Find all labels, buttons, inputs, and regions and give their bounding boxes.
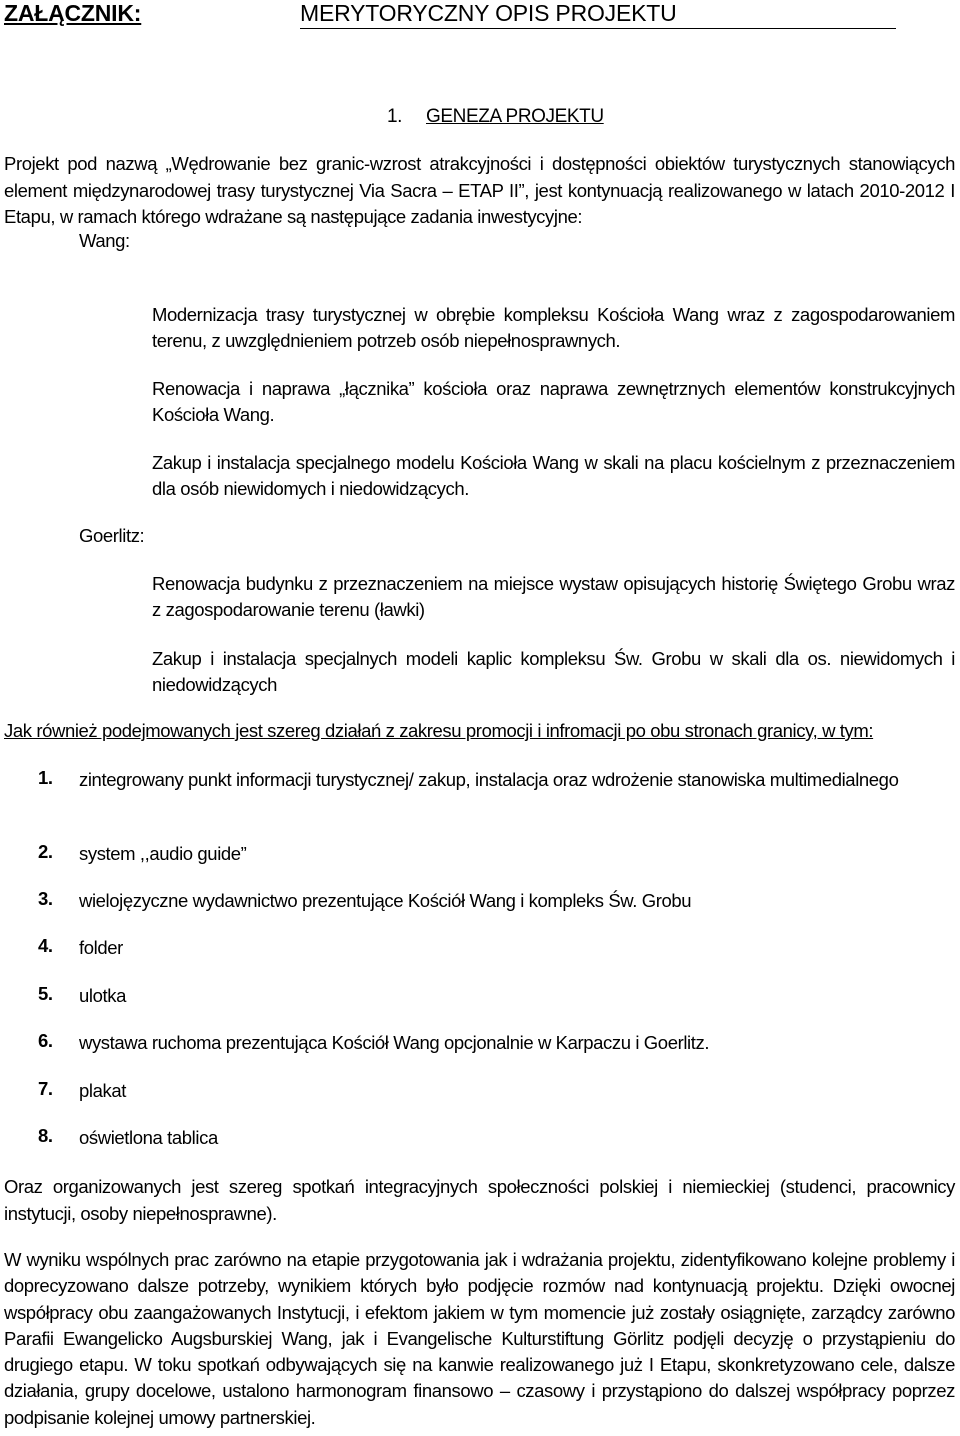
closing-paragraph: W wyniku wspólnych prac zarówno na etapie przygotowania jak i wdrażania projektu, zidentyfikowano kolejne problemy i doprecyzowano dalsze potrzeby, wynikiem których było podjęcie rozmów nad kontynuacją projektu. Dzięki owocnej współpracy obu zaangażowanych Instytucji, i efektom jakiem w tym momencie już zostały osiągnięte, zarządcy zarówno Parafii Ewangelicko Augsburskiej Wang, jak i Evangelische Kulturstiftung Görlitz podjęli decyzję o przystąpieniu do drugiego etapu. W toku spotkań odbywających się na kanwie realizowanego już I Etapu, skonkretyzowano cele, dalsze działania, grupy docelowe, ustalono harmonogram finansowo – czasowy i przystąpiono do dalszej współpracy poprzez podpisanie kolejnej umowy partnerskiej. — [4, 1249, 955, 1428]
list-item-number: 6. — [38, 1030, 53, 1051]
list-item-text: plakat — [79, 1080, 126, 1101]
document-title: MERYTORYCZNY OPIS PROJEKTU — [300, 0, 677, 26]
list-item-number: 7. — [38, 1078, 53, 1099]
task-item: Modernizacja trasy turystycznej w obrębie kompleksu Kościoła Wang wraz z zagospodarowaniem terenu, z uwzględnieniem potrzeb osób niepełnosprawnych. — [152, 304, 955, 351]
list-item-number: 5. — [38, 983, 53, 1004]
list-item-text: wystawa ruchoma prezentująca Kościół Wang opcjonalnie w Karpaczu i Goerlitz. — [79, 1032, 710, 1053]
list-item-number: 4. — [38, 935, 53, 956]
list-item-text: wielojęzyczne wydawnictwo prezentujące Kościół Wang i kompleks Św. Grobu — [79, 890, 692, 911]
list-item-text: zintegrowany punkt informacji turystycznej/ zakup, instalacja oraz wdrożenie stanowiska multimedialnego — [79, 769, 899, 790]
title-underline — [300, 28, 896, 29]
list-item-number: 1. — [38, 767, 53, 788]
location-label-goerlitz: Goerlitz: — [79, 525, 145, 546]
attachment-label: ZAŁĄCZNIK: — [4, 0, 142, 26]
section-title: GENEZA PROJEKTU — [426, 106, 604, 127]
task-item: Renowacja i naprawa „łącznika” kościoła oraz naprawa zewnętrznych elementów konstrukcyjnych Kościoła Wang. — [152, 378, 955, 425]
task-item: Renowacja budynku z przeznaczeniem na miejsce wystaw opisujących historię Świętego Grobu wraz z zagospodarowanie terenu (ławki) — [152, 573, 955, 620]
location-label-wang: Wang: — [79, 230, 130, 251]
task-item: Zakup i instalacja specjalnego modelu Kościoła Wang w skali na placu kościelnym z przeznaczeniem dla osób niewidomych i niedowidzących. — [152, 452, 955, 499]
intro-paragraph: Projekt pod nazwą „Wędrowanie bez granic-wzrost atrakcyjności i dostępności obiektów turystycznych stanowiących element międzynarodowej trasy turystycznej Via Sacra – ETAP II”, jest kontynuacją realizowanego w latach 2010-2012 I Etapu, w ramach którego wdrażane są następujące zadania inwestycyjne: — [4, 153, 955, 227]
list-item-text: ulotka — [79, 985, 126, 1006]
section-number: 1. — [387, 106, 403, 127]
promotion-intro: Jak również podejmowanych jest szereg działań z zakresu promocji i infromacji po obu stronach granicy, w tym: — [4, 720, 874, 741]
list-item-text: oświetlona tablica — [79, 1127, 218, 1148]
list-item-number: 8. — [38, 1125, 53, 1146]
task-item: Zakup i instalacja specjalnych modeli kaplic kompleksu Św. Grobu w skali dla os. niewidomych i niedowidzących — [152, 648, 955, 695]
list-item-number: 3. — [38, 888, 53, 909]
list-item-text: folder — [79, 937, 123, 958]
list-item-text: system ,,audio guide” — [79, 843, 247, 864]
list-item-number: 2. — [38, 841, 53, 862]
meetings-paragraph: Oraz organizowanych jest szereg spotkań integracyjnych społeczności polskiej i niemieckiej (studenci, pracownicy instytucji, osoby niepełnosprawne). — [4, 1176, 955, 1224]
